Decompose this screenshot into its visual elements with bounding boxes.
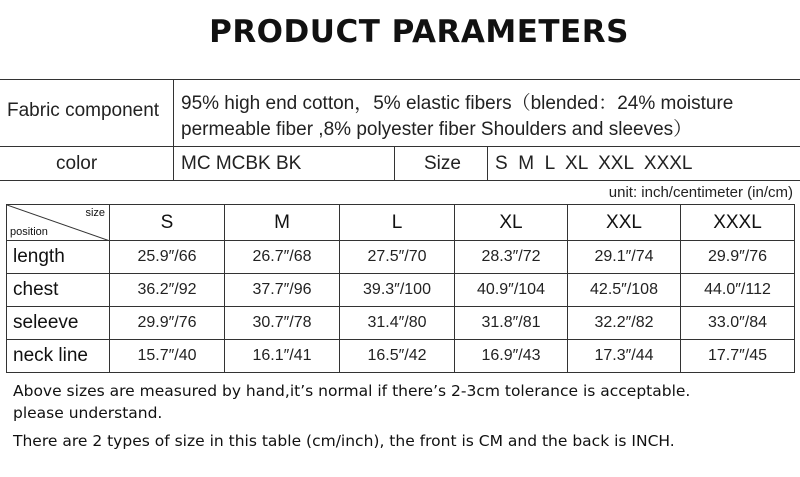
row-label: neck line — [7, 340, 110, 373]
header-size: M — [225, 205, 340, 241]
size-value: S M L XL XXL XXXL — [495, 153, 693, 174]
fabric-value-line2: permeable fiber ,8% polyester fiber Shoulders and sleeves） — [181, 119, 693, 140]
size-table — [6, 204, 795, 373]
corner-cell — [7, 205, 110, 241]
color-label: color — [56, 153, 98, 174]
header-size: S — [110, 205, 225, 241]
divider — [394, 146, 395, 180]
table-cell: 29.1″/74 — [568, 241, 681, 274]
parameters-table — [0, 79, 800, 181]
divider — [0, 146, 800, 147]
row-label: seleeve — [7, 307, 110, 340]
fabric-label: Fabric component — [7, 100, 160, 121]
table-cell: 36.2″/92 — [110, 274, 225, 307]
table-cell: 28.3″/72 — [455, 241, 568, 274]
corner-size-label: size — [85, 207, 105, 219]
unit-explanation-note: There are 2 types of size in this table (cm/inch), the front is CM and the back is INCH. — [13, 432, 675, 450]
measurement-note: Above sizes are measured by hand,it’s normal if there’s 2-3cm tolerance is acceptable. — [13, 382, 691, 400]
divider — [173, 79, 174, 180]
header-size: XL — [455, 205, 568, 241]
table-cell: 37.7″/96 — [225, 274, 340, 307]
divider — [0, 180, 800, 181]
size-label: Size — [424, 153, 461, 174]
divider — [0, 79, 800, 80]
table-cell: 25.9″/66 — [110, 241, 225, 274]
page-title: PRODUCT PARAMETERS — [209, 14, 629, 50]
header-size: XXXL — [681, 205, 795, 241]
corner-position-label: position — [10, 226, 48, 238]
table-cell: 40.9″/104 — [455, 274, 568, 307]
table-cell: 42.5″/108 — [568, 274, 681, 307]
measurement-note-continued: please understand. — [13, 404, 163, 422]
table-cell: 39.3″/100 — [340, 274, 455, 307]
unit-note: unit: inch/centimeter (in/cm) — [608, 184, 793, 201]
header-size: L — [340, 205, 455, 241]
divider — [487, 146, 488, 180]
table-cell: 16.1″/41 — [225, 340, 340, 373]
table-cell: 44.0″/112 — [681, 274, 795, 307]
table-cell: 30.7″/78 — [225, 307, 340, 340]
table-cell: 16.5″/42 — [340, 340, 455, 373]
table-row — [7, 340, 795, 373]
table-row — [7, 307, 795, 340]
table-row — [7, 241, 795, 274]
table-cell: 16.9″/43 — [455, 340, 568, 373]
table-cell: 27.5″/70 — [340, 241, 455, 274]
table-cell: 17.7″/45 — [681, 340, 795, 373]
header-size: XXL — [568, 205, 681, 241]
table-cell: 32.2″/82 — [568, 307, 681, 340]
fabric-value-line1: 95% high end cotton，5% elastic fibers（blended：24% moisture — [181, 93, 734, 114]
table-cell: 31.8″/81 — [455, 307, 568, 340]
row-label: chest — [7, 274, 110, 307]
color-value: MC MCBK BK — [181, 153, 302, 174]
table-cell: 26.7″/68 — [225, 241, 340, 274]
table-row — [7, 274, 795, 307]
row-label: length — [7, 241, 110, 274]
table-cell: 15.7″/40 — [110, 340, 225, 373]
table-cell: 33.0″/84 — [681, 307, 795, 340]
table-cell: 17.3″/44 — [568, 340, 681, 373]
table-cell: 31.4″/80 — [340, 307, 455, 340]
table-cell: 29.9″/76 — [681, 241, 795, 274]
size-table-header — [7, 205, 795, 241]
table-cell: 29.9″/76 — [110, 307, 225, 340]
